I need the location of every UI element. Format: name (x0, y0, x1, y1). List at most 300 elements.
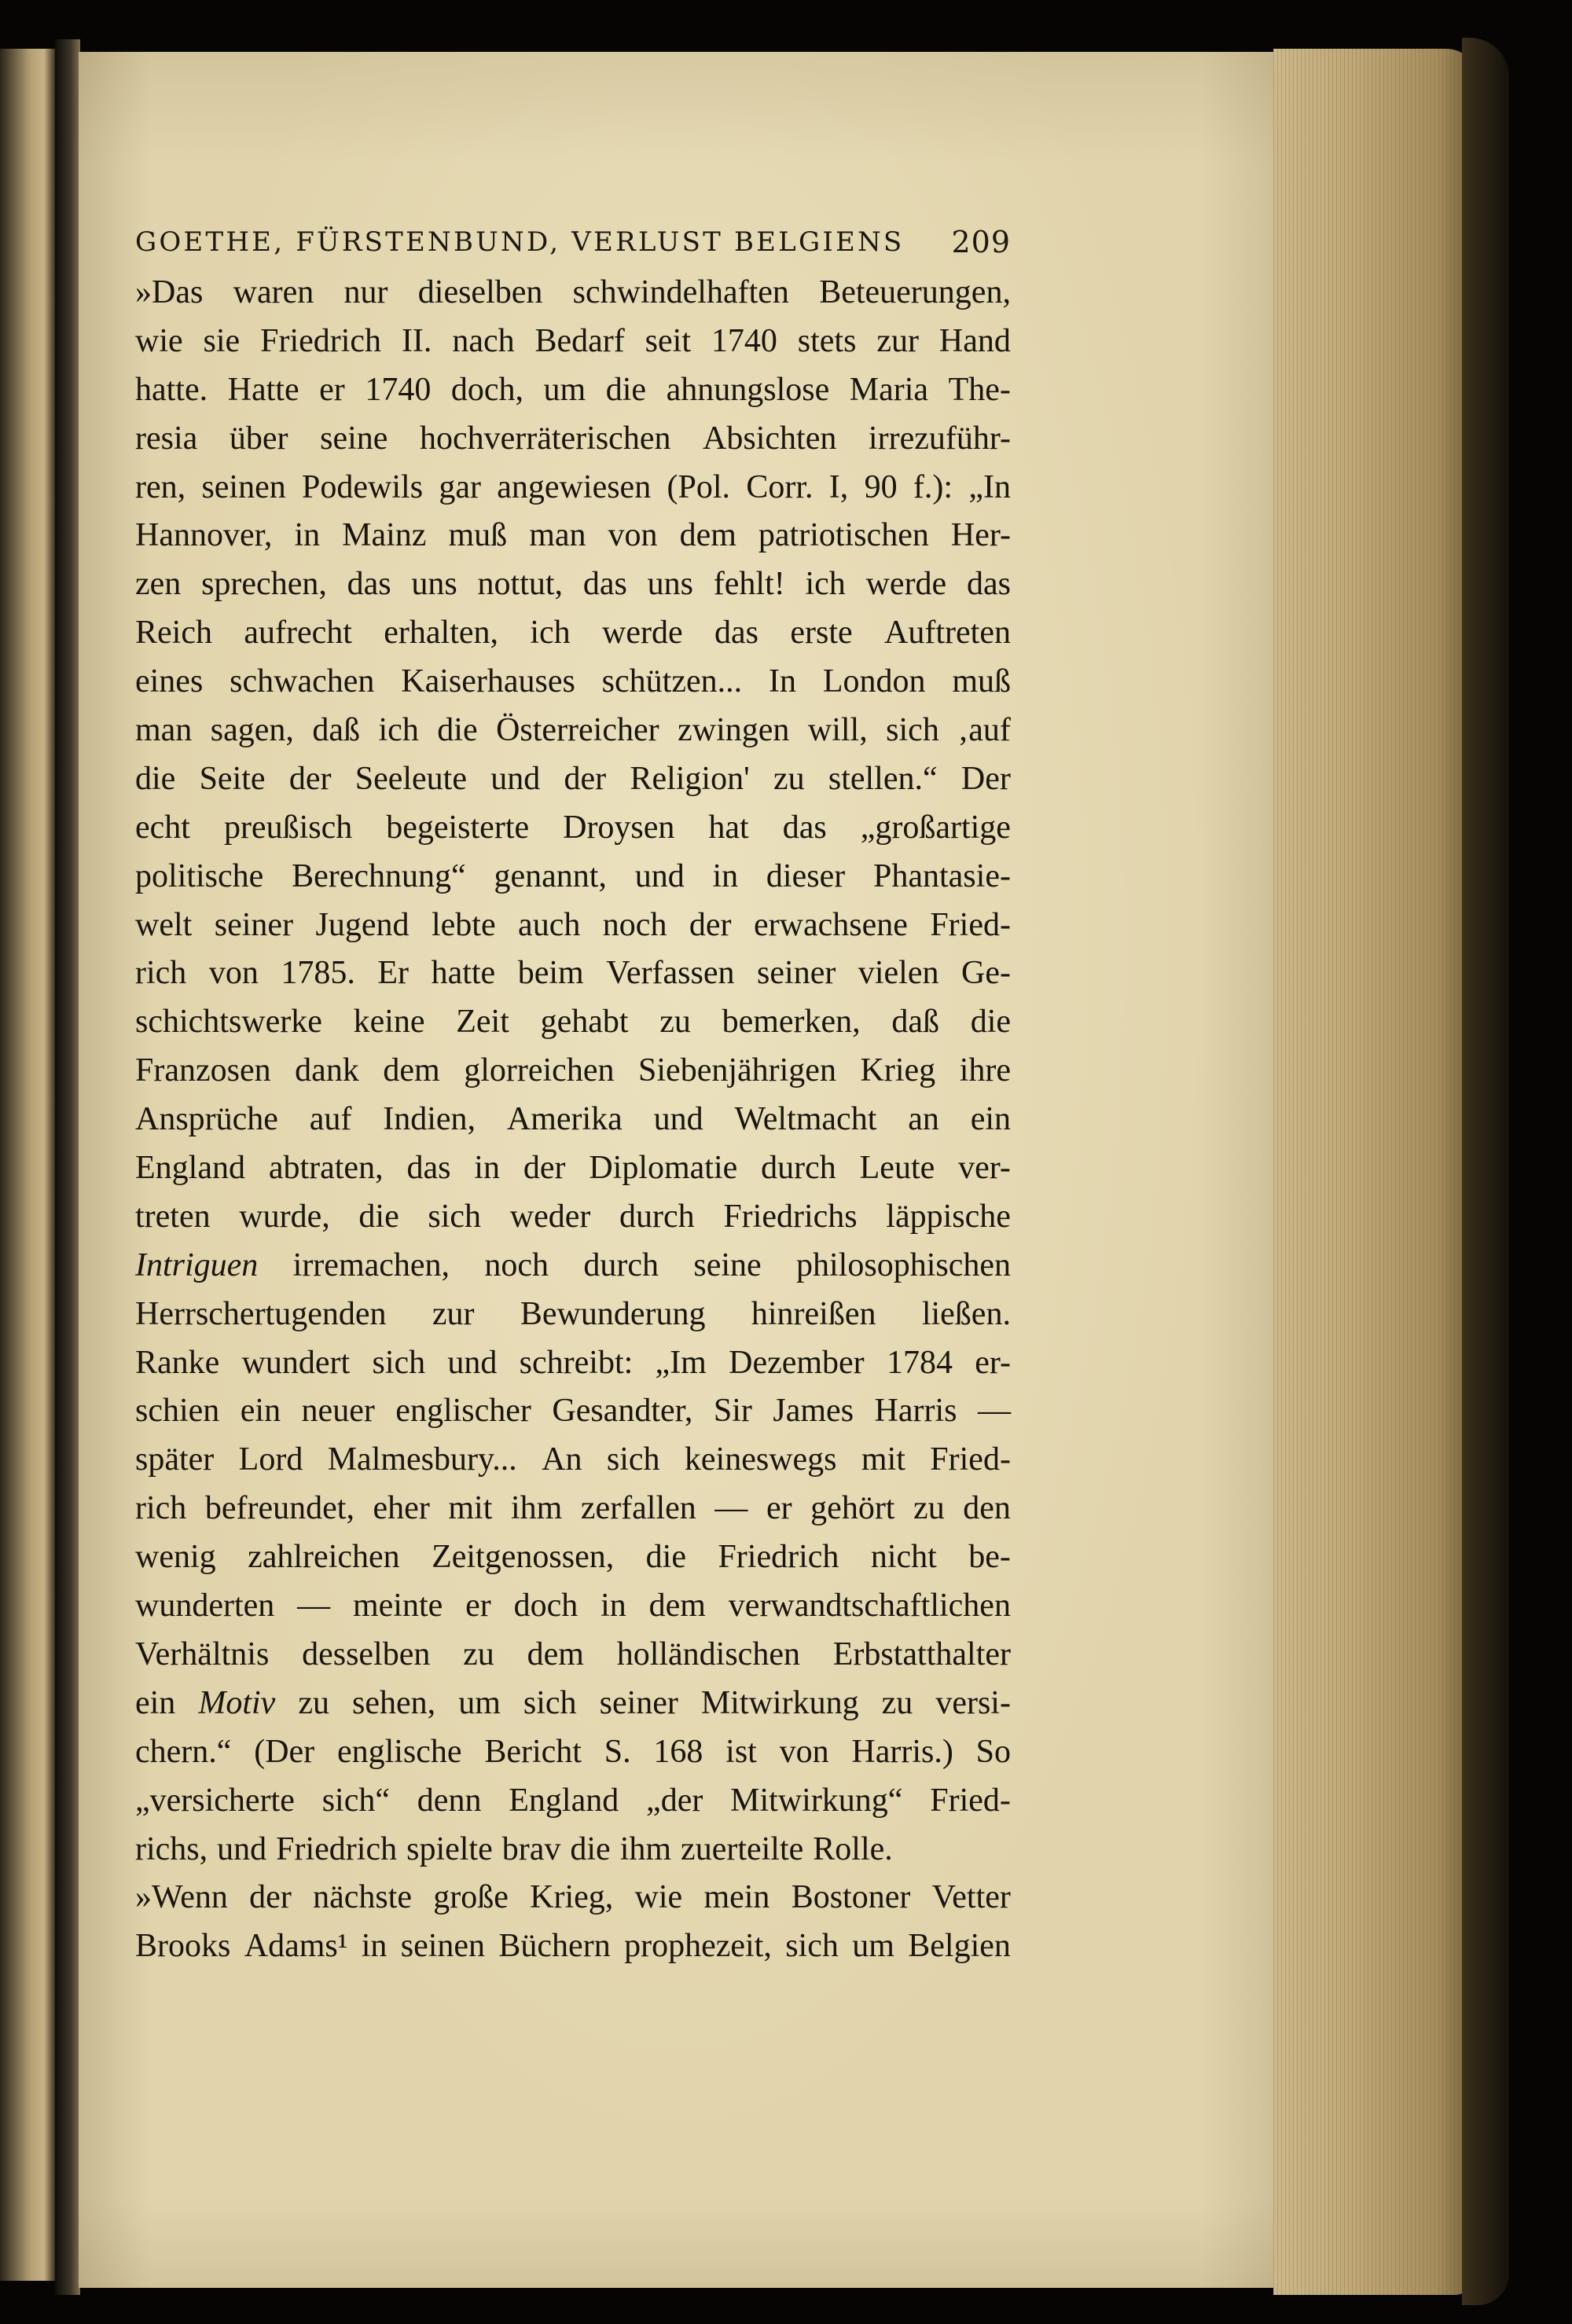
word: nur (343, 274, 388, 310)
text-line (135, 1290, 1011, 1339)
word: seiner (214, 906, 294, 943)
word: seine (693, 1246, 762, 1283)
word: wie (135, 322, 183, 359)
word: politische (135, 857, 264, 894)
word: zu (463, 1636, 494, 1672)
word: zu (881, 1684, 913, 1721)
word: Bewunderung (520, 1295, 706, 1332)
text-line (135, 1680, 1011, 1728)
word: Seeleute (354, 760, 467, 797)
word: hatte. (135, 371, 208, 408)
word: gar (439, 468, 481, 505)
text-line (135, 804, 1011, 853)
word: läppische (886, 1198, 1011, 1235)
word: aufrecht (244, 615, 352, 652)
word: Amerika (506, 1101, 623, 1138)
word: Religion' (630, 760, 750, 797)
word: und (447, 1344, 498, 1381)
word: meinte (352, 1588, 443, 1625)
word: schichtswerke (135, 1004, 322, 1041)
word: Sir (713, 1393, 752, 1430)
word: die (437, 712, 478, 749)
word: hatte (431, 955, 496, 992)
word: irrezuführ- (868, 420, 1011, 457)
word: Krieg (860, 1052, 936, 1089)
word: uns (647, 566, 693, 603)
word: welt (135, 906, 193, 943)
word: ist (725, 1733, 757, 1770)
word: das (582, 566, 627, 603)
word: »Das (135, 274, 204, 310)
word: Malmesbury... (327, 1441, 517, 1478)
word: abtraten, (268, 1150, 384, 1187)
word: zur (432, 1295, 475, 1332)
word: Krieg, (530, 1879, 614, 1916)
word: seiner (599, 1684, 678, 1721)
word: Corr. (746, 468, 814, 505)
word: ließen. (921, 1295, 1011, 1332)
body-text (135, 269, 1011, 1971)
text-line (135, 1242, 1011, 1290)
word: wie (634, 1879, 683, 1916)
text-line (135, 512, 1011, 560)
word: ein (135, 1684, 176, 1721)
word: Adams¹ (244, 1928, 348, 1965)
word: Her- (950, 517, 1011, 554)
word: erste (790, 615, 853, 652)
word: Ansprüche (135, 1101, 278, 1138)
word: sich (372, 1344, 426, 1381)
word: zerfallen (580, 1490, 696, 1527)
word: Siebenjährigen (638, 1052, 836, 1089)
word: Harris (874, 1393, 957, 1430)
word: Indien, (383, 1101, 476, 1138)
word: wundert (241, 1344, 351, 1381)
word: sprechen, (201, 566, 327, 603)
emphasized-word: Motiv (198, 1684, 276, 1721)
word: er (465, 1588, 491, 1625)
word: von (779, 1733, 829, 1770)
word: der (689, 906, 732, 943)
word: ihm (510, 1490, 563, 1527)
word: rich (135, 955, 187, 992)
word: seinen (201, 468, 286, 505)
word: der (249, 1879, 292, 1916)
word: Beteuerungen, (819, 274, 1011, 310)
word: er (766, 1490, 792, 1527)
word: spielte (406, 1830, 493, 1867)
word: sie (203, 322, 241, 359)
text-line (135, 1922, 1011, 1971)
word: rich (135, 1490, 187, 1527)
word: die (645, 1539, 686, 1576)
word: Verfassen (606, 955, 735, 992)
word: Hannover, (135, 517, 273, 554)
word: Droysen (563, 809, 675, 846)
word: in (601, 1588, 626, 1625)
text-line (135, 1826, 1011, 1874)
word: Hand (938, 322, 1011, 359)
word: Franzosen (135, 1052, 271, 1089)
word: zuerteilte (681, 1830, 804, 1867)
word: schützen... (601, 663, 743, 700)
word: I, (828, 468, 849, 505)
word: das (347, 566, 391, 603)
word: Bedarf (534, 322, 625, 359)
word: Er (377, 955, 410, 992)
word: erwachsene (754, 906, 908, 943)
word: später (135, 1441, 215, 1478)
word: englischer (395, 1393, 531, 1430)
word: „der (646, 1782, 703, 1819)
word: der (288, 760, 332, 797)
text-line (135, 1096, 1011, 1144)
word: dem (527, 1636, 584, 1672)
word: dieselben (417, 274, 543, 310)
word: ihre (959, 1052, 1011, 1089)
word: 1740 (711, 322, 777, 359)
word: noch (602, 906, 667, 943)
text-line (135, 1533, 1011, 1582)
word: von (608, 517, 658, 554)
text-line (135, 318, 1011, 366)
word: muß (952, 663, 1011, 700)
word: 1784 (886, 1344, 953, 1381)
word: seit (645, 322, 691, 359)
word: England (509, 1782, 619, 1819)
word: glorreichen (464, 1052, 615, 1089)
text-line (135, 560, 1011, 609)
word: schreibt: (519, 1344, 634, 1381)
word: 1785. (281, 955, 355, 992)
word: mit (448, 1490, 493, 1527)
word: „Im (655, 1344, 707, 1381)
word: doch, (450, 371, 523, 408)
word: neuer (301, 1393, 375, 1430)
word: man (135, 712, 193, 749)
word: weder (509, 1198, 591, 1235)
word: James (773, 1393, 854, 1430)
word: lebte (431, 906, 496, 943)
word: dem (383, 1052, 440, 1089)
text-line (135, 658, 1011, 707)
word: Maria (849, 371, 929, 408)
text-line (135, 1631, 1011, 1680)
text-line (135, 464, 1011, 512)
word: mein (703, 1879, 770, 1916)
word: zu (773, 760, 805, 797)
word: ein (240, 1393, 281, 1430)
word: Belgien (908, 1928, 1011, 1965)
word: zu (298, 1684, 329, 1721)
word: zur (876, 322, 919, 359)
word: werde (865, 566, 947, 603)
word: — (977, 1393, 1011, 1430)
word: „großartige (860, 809, 1011, 846)
word: schwachen (230, 663, 375, 700)
word: in (294, 517, 321, 554)
word: die (358, 1198, 399, 1235)
word: Mainz (342, 517, 427, 554)
word: keineswegs (684, 1441, 837, 1478)
word: richs, (135, 1830, 208, 1867)
word: „versicherte (135, 1782, 295, 1819)
word: »Wenn (135, 1879, 228, 1916)
word: und (217, 1830, 267, 1867)
word: hochverräterischen (419, 420, 671, 457)
word: um (458, 1684, 501, 1721)
word: ein (970, 1101, 1011, 1138)
word: The- (948, 371, 1011, 408)
text-line (135, 1777, 1011, 1826)
word: holländischen (616, 1636, 800, 1672)
word: an (908, 1101, 939, 1138)
word: Erbstatthalter (832, 1636, 1011, 1672)
word: stellen.“ (828, 760, 938, 797)
word: Kaiserhauses (401, 663, 575, 700)
text-line (135, 853, 1011, 901)
word: mit (861, 1441, 905, 1478)
word: sagen, (210, 712, 294, 749)
word: resia (135, 420, 198, 457)
text-line (135, 415, 1011, 464)
word: hinreißen (751, 1295, 876, 1332)
word: zahlreichen (248, 1539, 400, 1576)
word: Leute (859, 1150, 935, 1187)
word: Berechnung“ (292, 857, 466, 894)
word: „In (968, 468, 1011, 505)
word: die (605, 371, 647, 408)
text-line (135, 1874, 1011, 1922)
word: In (768, 663, 796, 700)
word: gehört (810, 1490, 895, 1527)
word: nach (452, 322, 515, 359)
word: ver- (958, 1150, 1011, 1187)
word: wurde, (239, 1198, 330, 1235)
text-line (135, 901, 1011, 950)
word: Bericht (484, 1733, 582, 1770)
word: Zeit (456, 1004, 509, 1041)
text-line (135, 1193, 1011, 1242)
word: Fried- (930, 1441, 1011, 1478)
text-line (135, 1436, 1011, 1485)
word: über (229, 420, 288, 457)
word: sich“ (321, 1782, 390, 1819)
word: Fried- (930, 1782, 1011, 1819)
word: das (406, 1150, 451, 1187)
word: fehlt! (713, 566, 785, 603)
word: durch (761, 1150, 836, 1187)
word: (Der (254, 1733, 315, 1770)
word: Österreicher (496, 712, 659, 749)
word: daß (312, 712, 361, 749)
word: hat (708, 809, 749, 846)
word: Jugend (315, 906, 410, 943)
word: dank (295, 1052, 359, 1089)
word: zu (913, 1490, 945, 1527)
word: preußisch (223, 809, 353, 846)
word: Vetter (931, 1879, 1011, 1916)
word: dem (679, 517, 736, 554)
book-cover-edge (1462, 38, 1509, 2305)
word: große (433, 1879, 509, 1916)
word: wenig (135, 1539, 216, 1576)
word: und (634, 857, 685, 894)
word: Gesandter, (552, 1393, 693, 1430)
word: Fried- (930, 906, 1011, 943)
word: der (564, 760, 607, 797)
word: und (653, 1101, 703, 1138)
text-line (135, 1582, 1011, 1631)
word: An (542, 1441, 582, 1478)
word: Auftreten (884, 615, 1011, 652)
word: zu (659, 1004, 691, 1041)
word: doch (513, 1588, 578, 1625)
word: erhalten, (384, 615, 499, 652)
word: er (319, 371, 345, 408)
word: den (963, 1490, 1011, 1527)
text-line (135, 755, 1011, 804)
word: ahnungslose (666, 371, 830, 408)
word: London (822, 663, 926, 700)
word: schwindelhaften (572, 274, 789, 310)
emphasized-word: Intriguen (135, 1246, 259, 1283)
word: zwingen (678, 712, 790, 749)
word: Harris.) (851, 1733, 953, 1770)
word: 168 (653, 1733, 703, 1770)
word: seinen (400, 1928, 486, 1965)
word: das (782, 809, 827, 846)
word: sich (886, 712, 939, 749)
word: wunderten (135, 1588, 275, 1625)
word: auch (518, 906, 581, 943)
word: von (208, 955, 259, 992)
text-line (135, 366, 1011, 415)
word: seiner (757, 955, 836, 992)
word: — (297, 1588, 331, 1625)
word: sich (523, 1684, 577, 1721)
word: uns (411, 566, 457, 603)
word: Friedrich (260, 322, 382, 359)
word: brav (501, 1830, 561, 1867)
word: verwandtschaftlichen (728, 1588, 1011, 1625)
text-line (135, 609, 1011, 658)
word: desselben (302, 1636, 431, 1672)
word: Diplomatie (589, 1150, 738, 1187)
word: gehabt (540, 1004, 629, 1041)
word: ich (378, 712, 419, 749)
page-number: 209 (951, 225, 1011, 259)
word: echt (135, 809, 190, 846)
word: Seite (199, 760, 266, 797)
word: So (975, 1733, 1011, 1770)
word: — (714, 1490, 748, 1527)
word: eher (373, 1490, 430, 1527)
word: Bostoner (791, 1879, 911, 1916)
word: Friedrichs (723, 1198, 858, 1235)
word: durch (619, 1198, 695, 1235)
word: befreundet, (204, 1490, 354, 1527)
text-line (135, 1339, 1011, 1388)
word: um (852, 1928, 894, 1965)
word: in (712, 857, 739, 894)
word: Der (960, 760, 1011, 797)
word: daß (891, 1004, 939, 1041)
word: England (135, 1150, 245, 1187)
word: die (970, 1004, 1011, 1041)
word: muß (448, 517, 508, 554)
word: Absichten (703, 420, 837, 457)
facing-page-edge (0, 49, 55, 2281)
word: das (966, 566, 1011, 603)
word: schien (135, 1393, 220, 1430)
word: Herrschertugenden (135, 1295, 387, 1332)
word: angewiesen (497, 468, 652, 505)
word: sehen, (352, 1684, 436, 1721)
word: eines (135, 663, 204, 700)
word: Phantasie- (873, 857, 1011, 894)
word: sich (428, 1198, 482, 1235)
word: Zeitgenossen, (432, 1539, 615, 1576)
word: Mitwirkung (700, 1684, 859, 1721)
word: sich (785, 1928, 839, 1965)
word: II. (401, 322, 432, 359)
word: be- (968, 1539, 1011, 1576)
word: die (570, 1830, 611, 1867)
word: in (361, 1928, 387, 1965)
word: stets (797, 322, 857, 359)
word: Reich (135, 615, 212, 652)
word: ich (805, 566, 846, 603)
word: seine (320, 420, 388, 457)
word: der (523, 1150, 566, 1187)
word: prophezeit, (624, 1928, 772, 1965)
word: begeisterte (386, 809, 530, 846)
word: f.): (913, 468, 953, 505)
word: das (714, 615, 759, 652)
word: man (529, 517, 586, 554)
word: dem (648, 1588, 706, 1625)
word: Hatte (227, 371, 299, 408)
word: Rolle. (813, 1830, 893, 1867)
word: dieser (766, 857, 846, 894)
text-line (135, 1047, 1011, 1096)
word: nottut, (477, 566, 564, 603)
text-line (135, 269, 1011, 318)
word: ren, (135, 468, 186, 505)
word: um (543, 371, 586, 408)
word: zen (135, 566, 182, 603)
word: patriotischen (758, 517, 929, 554)
word: Lord (238, 1441, 303, 1478)
word: versi- (935, 1684, 1011, 1721)
word: auf (309, 1101, 352, 1138)
word: chern.“ (135, 1733, 232, 1770)
word: ihm (619, 1830, 672, 1867)
word: will, (807, 712, 868, 749)
text-line (135, 998, 1011, 1047)
word: denn (417, 1782, 482, 1819)
word: nicht (870, 1539, 937, 1576)
word: Podewils (302, 468, 424, 505)
word: waren (233, 274, 314, 310)
word: bemerken, (722, 1004, 861, 1041)
word: ‚auf (957, 712, 1011, 749)
word: und (490, 760, 541, 797)
word: 90 (864, 468, 898, 505)
word: philosophischen (796, 1246, 1011, 1283)
word: genannt, (494, 857, 607, 894)
